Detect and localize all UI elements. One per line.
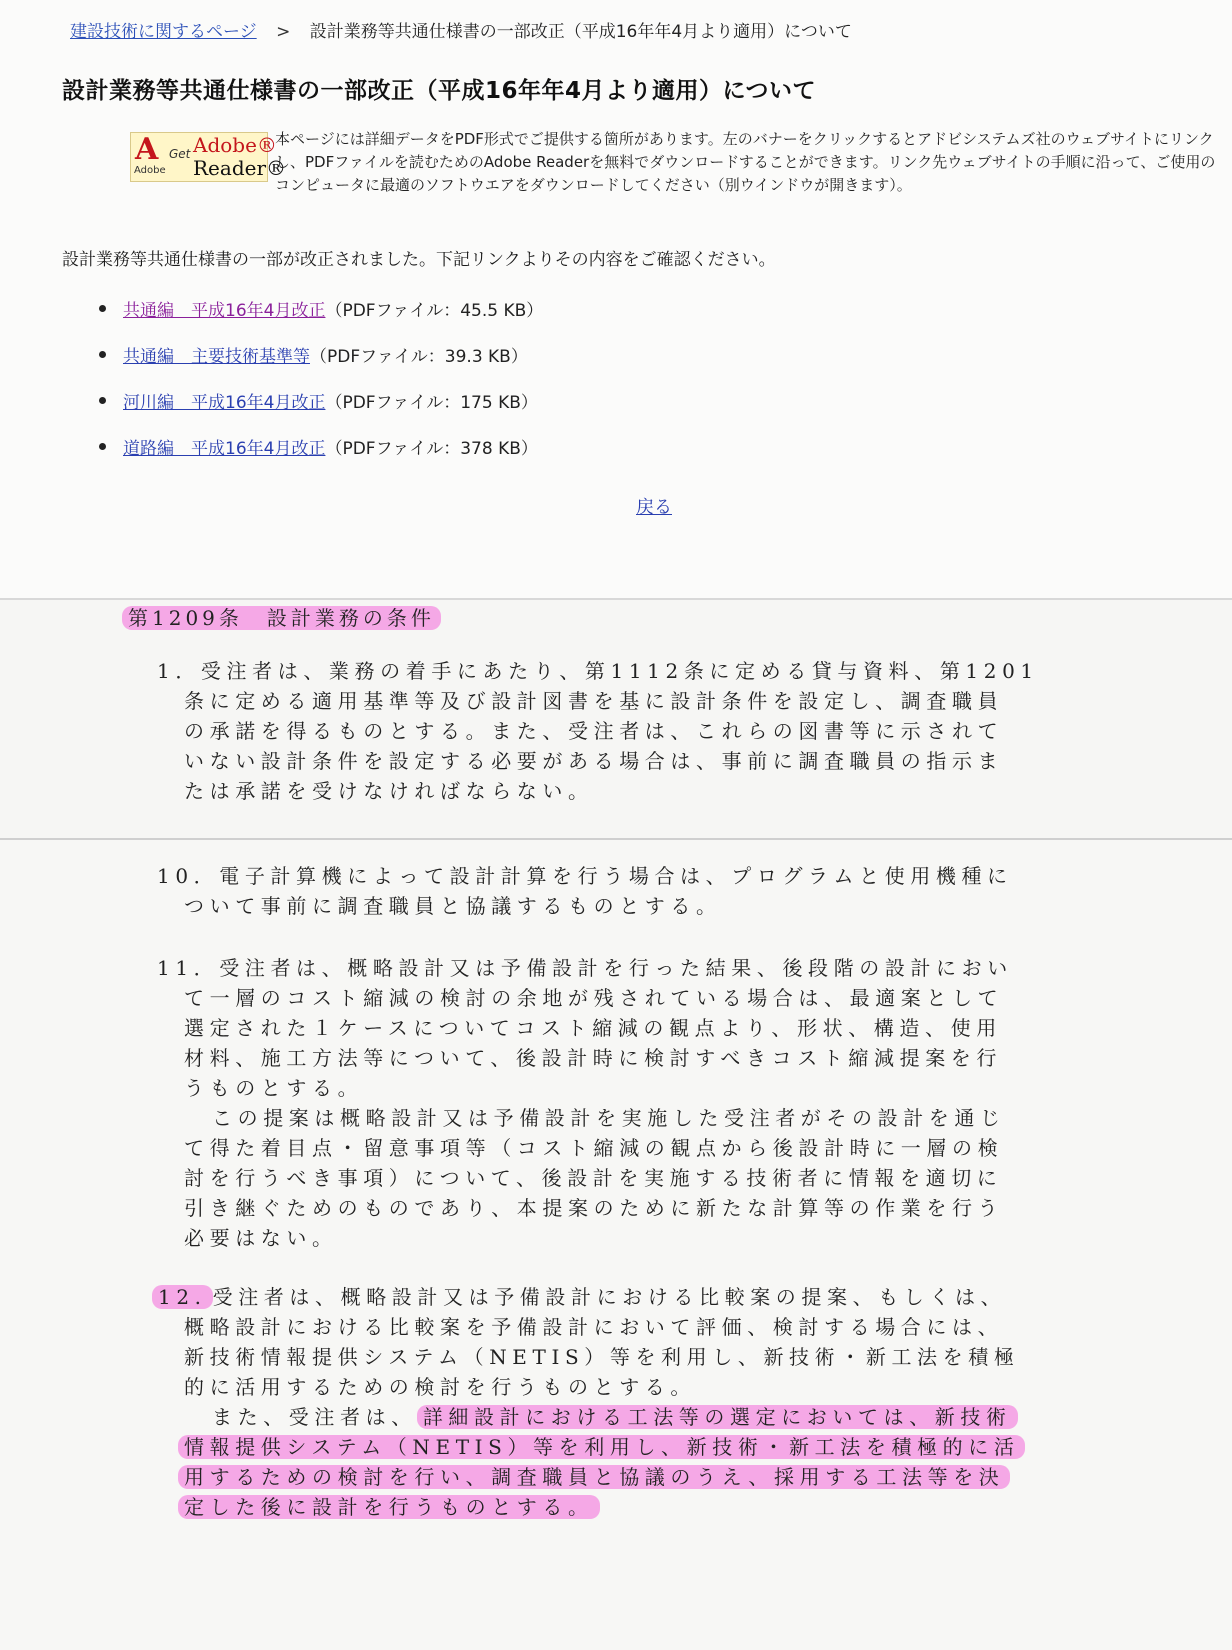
clause-11-line: 11．受注者は、概略設計又は予備設計を行った結果、後段階の設計におい [157, 956, 1013, 980]
clause-12-highlight: 詳細設計における工法等の選定においては、新技術 [417, 1405, 1018, 1429]
clause-11 [157, 953, 1013, 1253]
adobe-reader-description: 本ページには詳細データをPDF形式でご提供する箇所があります。左のバナーをクリックするとアドビシステムズ社のウェブサイトにリンクし、PDFファイルを読むためのAdobe Readerを無料でダウンロードすることができます。リンク先ウェブサイトの手順に沿って、ご使用のコンピュータに最適のソフトウエアをダウンロードしてください（別ウインドウが開きます）。 [275, 130, 1216, 194]
clause-10-line: 10．電子計算機によって設計計算を行う場合は、プログラムと使用機種に [157, 864, 1013, 888]
breadcrumb-separator: > [276, 22, 291, 42]
clause-12-line: 的に活用するための検討を行うものとする。 [184, 1375, 696, 1399]
clause-11-line: 討を行うべき事項）について、後設計を実施する技術者に情報を適切に [184, 1166, 1003, 1190]
pdf-link-road-h16[interactable]: 道路編 平成16年4月改正 [123, 439, 326, 459]
adobe-logo-caption: Adobe [134, 165, 166, 176]
clause-11-line: うものとする。 [184, 1076, 364, 1100]
clause-12-text: 受注者は、概略設計又は予備設計における比較案の提案、もしくは、 [212, 1285, 1007, 1309]
clause-1-line: 条に定める適用基準等及び設計図書を基に設計条件を設定し、調査職員 [184, 689, 1004, 713]
article-title [122, 602, 441, 631]
clause-12-line [152, 1402, 1025, 1432]
banner-adobe-label: Adobe® [193, 133, 277, 157]
back-link[interactable]: 戻る [636, 497, 672, 518]
pdf-size: （PDFファイル：378 KB） [325, 439, 538, 459]
clause-10 [157, 861, 1013, 921]
clause-12-line [152, 1462, 1025, 1492]
clause-12-highlight: 定した後に設計を行うものとする。 [178, 1495, 600, 1519]
page-title: 設計業務等共通仕様書の一部改正（平成16年年4月より適用）について [62, 78, 817, 104]
get-adobe-reader-banner[interactable] [130, 132, 287, 182]
clause-1-line: たは承諾を受けなければならない。 [184, 779, 594, 803]
pdf-size: （PDFファイル：39.3 KB） [310, 347, 528, 367]
intro-text: 設計業務等共通仕様書の一部が改正されました。下記リンクよりその内容をご確認ください。 [62, 250, 776, 270]
clause-12-line [152, 1282, 1025, 1312]
pdf-size: （PDFファイル：45.5 KB） [325, 301, 544, 321]
clause-12-highlight: 情報提供システム（NETIS）等を利用し、新技術・新工法を積極的に活 [178, 1435, 1025, 1459]
clause-1-line: いない設計条件を設定する必要がある場合は、事前に調査職員の指示ま [184, 749, 1004, 773]
list-item [95, 388, 543, 434]
list-item [95, 296, 543, 342]
clause-12-line: 新技術情報提供システム（NETIS）等を利用し、新技術・新工法を積極 [184, 1345, 1020, 1369]
clause-11-line: 選定された１ケースについてコスト縮減の観点より、形状、構造、使用 [184, 1016, 1002, 1040]
pdf-link-list [95, 296, 543, 480]
clause-11-line: て一層のコスト縮減の検討の余地が残されている場合は、最適案として [184, 986, 1004, 1010]
banner-get-label: Get [169, 147, 191, 161]
clause-11-line: て得た着目点・留意事項等（コスト縮減の観点から後設計時に一層の検 [184, 1136, 1004, 1160]
list-item [95, 342, 543, 388]
pdf-link-river-h16[interactable]: 河川編 平成16年4月改正 [123, 393, 326, 413]
pdf-link-common-standards[interactable]: 共通編 主要技術基準等 [123, 347, 310, 367]
clause-12-highlight: 用するための検討を行い、調査職員と協議のうえ、採用する工法等を決 [178, 1465, 1010, 1489]
clause-12-line [152, 1432, 1025, 1462]
adobe-logo-icon: A [135, 132, 159, 167]
article-title-highlight: 第1209条 設計業務の条件 [122, 606, 441, 630]
web-page-region [0, 0, 1232, 598]
clause-1-line: の承諾を得るものとする。また、受注者は、これらの図書等に示されて [184, 719, 1004, 743]
clause-12-line: 概略設計における比較案を予備設計において評価、検討する場合には、 [184, 1315, 1004, 1339]
clause-11-line: 材料、施工方法等について、後設計時に検討すべきコスト縮減提案を行 [184, 1046, 1002, 1070]
clause-11-line: 引き継ぐためのものであり、本提案のために新たな計算等の作業を行う [184, 1196, 1004, 1220]
clause-1-line: 1．受注者は、業務の着手にあたり、第1112条に定める貸与資料、第1201 [157, 659, 1039, 683]
list-item [95, 434, 543, 480]
clause-12-line [152, 1492, 1025, 1522]
clause-11-line: 必要はない。 [184, 1226, 338, 1250]
pdf-link-common-h16[interactable]: 共通編 平成16年4月改正 [123, 301, 326, 321]
clause-11-line: この提案は概略設計又は予備設計を実施した受注者がその設計を通じ [212, 1106, 1006, 1130]
clause-12 [152, 1282, 1025, 1522]
pdf-size: （PDFファイル：175 KB） [325, 393, 538, 413]
breadcrumb-current: 設計業務等共通仕様書の一部改正（平成16年年4月より適用）について [309, 22, 852, 42]
clause-10-line: ついて事前に調査職員と協議するものとする。 [184, 894, 722, 918]
banner-reader-label: Reader® [193, 156, 287, 180]
breadcrumb [70, 17, 852, 42]
breadcrumb-link-construction-tech[interactable]: 建設技術に関するページ [70, 22, 257, 42]
clause-1 [157, 656, 1039, 806]
clause-12-text: また、受注者は、 [212, 1405, 417, 1429]
clause-12-number-highlight: 12. [152, 1285, 213, 1309]
